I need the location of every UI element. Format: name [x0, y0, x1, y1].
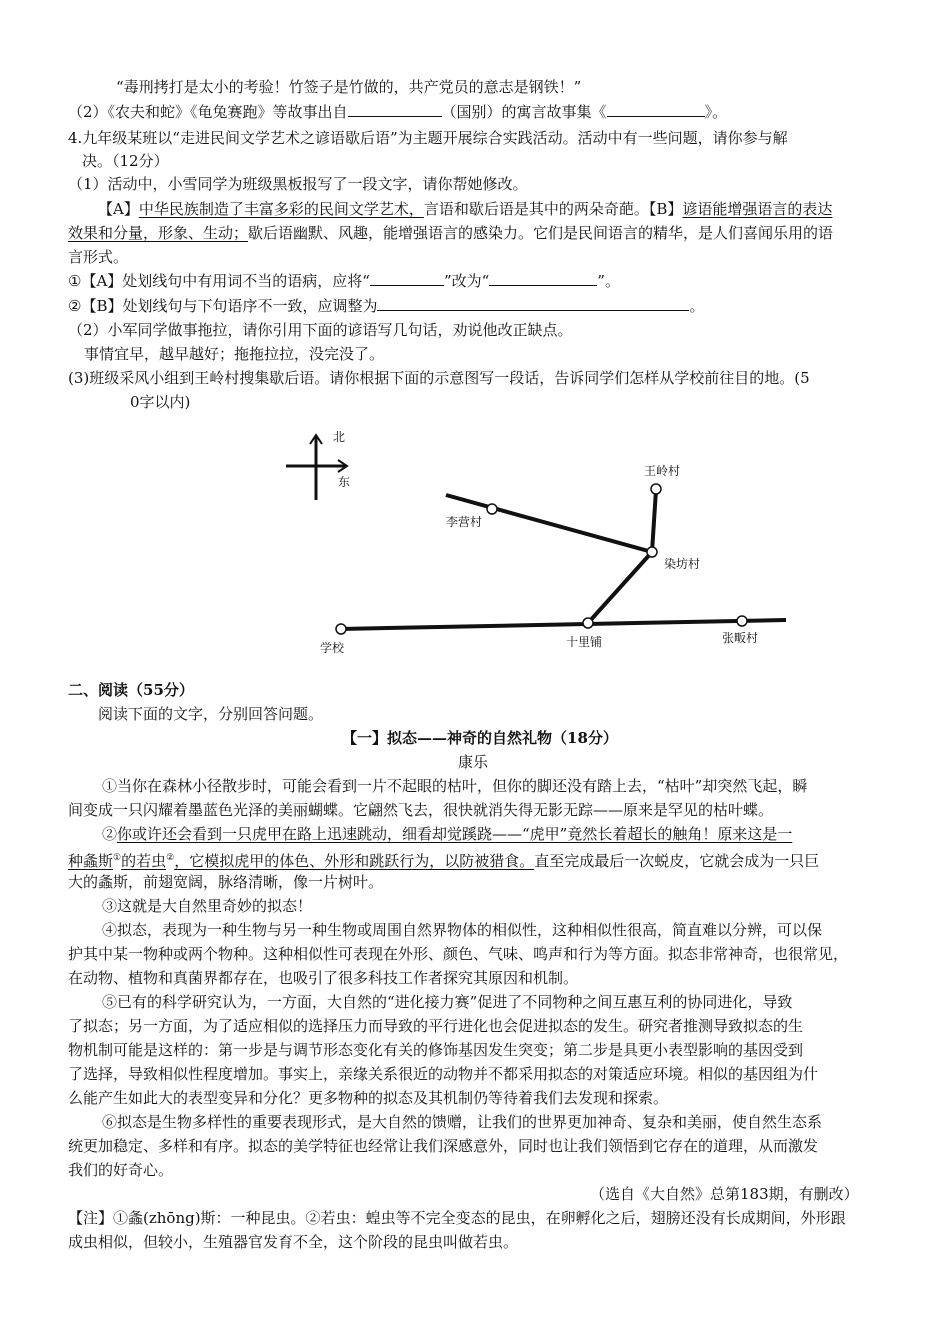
north-label: 北 [333, 430, 346, 444]
question-4-3-line-1: (3)班级采风小组到王岭村搜集歇后语。请你根据下面的示意图写一段话，告诉同学们怎样从学校前往目的地。(5 [68, 369, 810, 387]
compass [286, 430, 350, 500]
ranfang-node [647, 547, 657, 557]
paragraph-3: ③这就是大自然里奇妙的拟态！ [102, 897, 313, 915]
note-line-2: 成虫相似，但较小，生殖器官发育不全，这个阶段的昆虫叫做若虫。 [68, 1233, 519, 1251]
paragraph-2-line-3: 大的螽斯，前翅宽阔，脉络清晰，像一片树叶。 [68, 873, 384, 891]
question-4-2: （2）小军同学做事拖拉，请你引用下面的谚语写几句话，劝说他改正缺点。 [68, 321, 573, 339]
school-node [336, 624, 346, 634]
wangling-road [652, 490, 656, 552]
q2-text-c: 》。 [704, 103, 728, 121]
section-heading: 二、阅读（55分） [68, 681, 194, 699]
underlined-passage: 种螽斯 [68, 852, 114, 870]
wangling-label: 王岭村 [644, 464, 681, 478]
liying-node [487, 504, 497, 514]
paragraph-6-line-1: ⑥拟态是生物多样性的重要表现形式，是大自然的馈赠，让我们的世界更加神奇、复杂和美丽，使自然生态系 [102, 1113, 823, 1131]
east-label: 东 [338, 475, 351, 489]
wangling-node [651, 484, 661, 494]
fix-b-end: 。 [689, 297, 705, 315]
blackboard-paragraph-line-3: 言形式。 [68, 248, 129, 266]
quote-line: “毒刑拷打是太小的考验！竹签子是竹做的，共产党员的意志是钢铁！” [116, 78, 582, 96]
underlined-sentence-a: 中华民族制造了丰富多彩的民间文学艺术， [138, 200, 424, 218]
main-road [340, 620, 786, 629]
paragraph-number: ② [102, 825, 118, 843]
question-4-1: （1）活动中，小雪同学为班级黑板报写了一段文字，请你帮她修改。 [68, 175, 528, 193]
note-line-1: 【注】①螽(zhōng)斯：一种昆虫。②若虫：蝗虫等不完全变态的昆虫，在卵孵化之后，翅膀还没有长成期间，外形跟 [68, 1209, 846, 1227]
underlined-passage: 的若虫 [121, 852, 167, 870]
paragraph-2-line-1 [102, 823, 792, 845]
underlined-sentence-b-cont: 效果和分量，形象、生动； [68, 224, 249, 242]
paragraph-2-line-2 [68, 847, 819, 872]
fix-a-text: ①【A】处划线句中有用词不当的语病，应将“ [68, 272, 370, 290]
paragraph-5-line-4: 了选择，导致相似性程度增加。事实上，亲缘关系很近的动物并不都采用拟态的对策适应环境。相似的基因组为什 [68, 1065, 819, 1083]
liying-label: 李营村 [446, 515, 483, 529]
paragraph-text: 直至完成最后一次蜕皮，它就会成为一只巨 [534, 852, 820, 870]
reading-instruction: 阅读下面的文字，分别回答问题。 [98, 705, 324, 723]
question-4-intro: 4.九年级某班以“走进民间文学艺术之谚语歇后语”为主题开展综合实践活动。活动中有一些问题，请你参与解 [68, 129, 788, 147]
fix-b-text: ②【B】处划线句与下句语序不一致，应调整为 [68, 297, 378, 315]
paragraph-4-line-1: ④拟态，表现为一种生物与另一种生物或周围自然界物体的相似性，这种相似性很高，简直难以分辨，可以保 [102, 921, 823, 939]
ranfang-road [588, 552, 652, 623]
footnote-ref-2: ② [166, 853, 175, 863]
paragraph-5-line-2: 了拟态；另一方面，为了适应相似的选择压力而导致的平行进化也会促进拟态的发生。研究者推测导致拟态的生 [68, 1017, 804, 1035]
paragraph-text: 言语和歇后语是其中的两朵奇葩。 [423, 200, 649, 218]
underlined-passage: ，它模拟虎甲的体色、外形和跳跃行为，以防被猎食。 [174, 852, 535, 870]
question-4-3-line-2: 0字以内) [130, 393, 191, 411]
shilipu-label: 十里铺 [566, 635, 603, 649]
paragraph-1-line-2: 间变成一只闪耀着墨蓝色光泽的美丽蝴蝶。它翩然飞去，很快就消失得无影无踪——原来是罕见的枯叶蝶。 [68, 801, 774, 819]
paragraph-4-line-2: 护其中某一物种或两个物种。这种相似性可表现在外形、颜色、气味、鸣声和行为等方面。拟态非常神奇，也很常见， [68, 945, 849, 963]
proverb-line: 事情宜早，越早越好；拖拖拉拉，没完没了。 [84, 345, 385, 363]
paragraph-5-line-3: 物机制可能是这样的：第一步是与调节形态变化有关的修饰基因发生突变；第二步是具更小表型影响的基因受到 [68, 1041, 804, 1059]
footnote-ref-1: ① [113, 853, 122, 863]
paragraph-5-line-1: ⑤已有的科学研究认为，一方面，大自然的“进化接力赛”促进了不同物种之间互惠互利的协同进化，导致 [102, 993, 793, 1011]
question-4-points: 决。（12分） [82, 152, 169, 170]
shilipu-node [583, 618, 593, 628]
zhangfan-node [737, 616, 747, 626]
fix-a-text-c: ”。 [597, 272, 620, 290]
ranfang-label: 染坊村 [664, 557, 701, 571]
q2-text-b: （国别）的寓言故事集《 [441, 103, 607, 121]
fix-a-text-b: ”改为“ [443, 272, 490, 290]
paragraph-1-line-1: ①当你在森林小径散步时，可能会看到一片不起眼的枯叶，但你的脚还没有踏上去，“枯叶”却突然飞起，瞬 [102, 777, 808, 795]
article-title: 【一】拟态——神奇的自然礼物（18分） [342, 729, 618, 747]
paragraph-text: 歇后语幽默、风趣，能增强语言的感染力。它们是民间语言的精华，是人们喜闻乐用的语 [248, 224, 834, 242]
paragraph-6-line-3: 我们的好奇心。 [68, 1161, 174, 1179]
underlined-passage: 你或许还会看到一只虎甲在路上迅速跳动，细看却觉蹊跷——“虎甲”竟然长着超长的触角！原来这是一 [117, 825, 793, 843]
tag-b: 【B】 [648, 200, 683, 218]
paragraph-4-line-3: 在动物、植物和真菌界都存在，也吸引了很多科技工作者探究其原因和机制。 [68, 969, 579, 987]
paragraph-5-line-5: 么能产生如此大的表型变异和分化？更多物种的拟态及其机制仍等待着我们去发现和探索。 [68, 1089, 669, 1107]
source-citation: （选自《大自然》总第183期，有删改） [590, 1185, 859, 1203]
school-label: 学校 [320, 641, 345, 655]
tag-a: 【A】 [98, 200, 139, 218]
q2-text-a: （2）《农夫和蛇》《龟兔赛跑》等故事出自 [68, 103, 348, 121]
zhangfan-label: 张畈村 [722, 631, 759, 645]
paragraph-6-line-2: 统更加稳定、多样和有序。拟态的美学特征也经常让我们深感意外，同时也让我们领悟到它存在的道理，从而激发 [68, 1137, 819, 1155]
article-author: 康乐 [458, 753, 489, 771]
underlined-sentence-b: 谚语能增强语言的表达 [682, 200, 833, 218]
